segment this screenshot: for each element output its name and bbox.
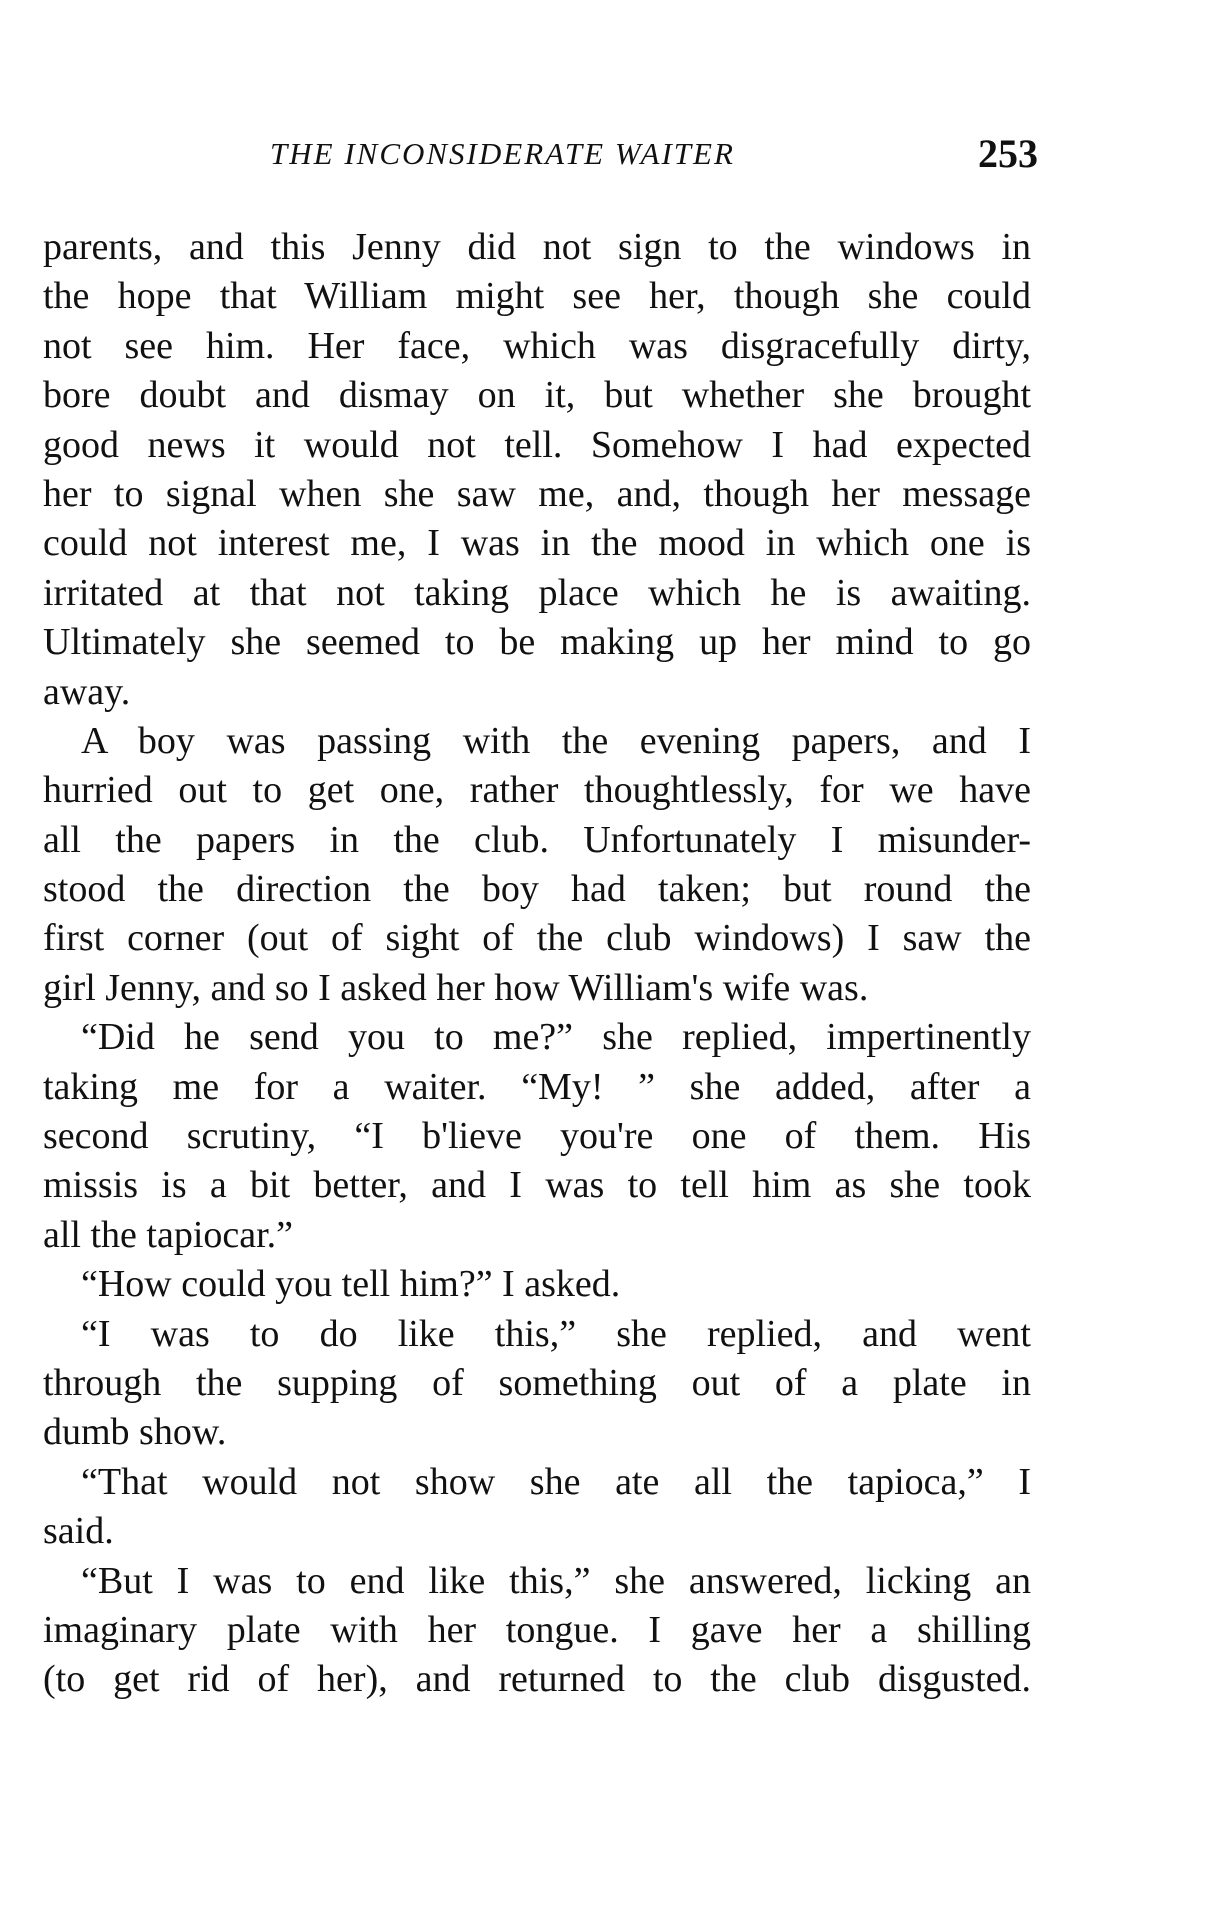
text-line: “Did he send you to me?” she replied, impertinently: [81, 1016, 1031, 1059]
text-line: “That would not show she ate all the tapioca,” I: [81, 1460, 1031, 1503]
text-line: A boy was passing with the evening papers, and I: [81, 719, 1031, 762]
text-line: first corner (out of sight of the club windows) I saw the: [43, 917, 1031, 960]
text-line: not see him. Her face, which was disgracefully dirty,: [43, 324, 1031, 367]
body-text: [43, 223, 1031, 1705]
text-line: parents, and this Jenny did not sign to the windows in: [43, 226, 1031, 268]
text-line: the hope that William might see her, though she could: [43, 275, 1031, 318]
text-line: stood the direction the boy had taken; but round the: [43, 868, 1031, 911]
page-number: 253: [978, 131, 1038, 176]
text-line: (to get rid of her), and returned to the club disgusted.: [43, 1658, 1031, 1701]
text-line: could not interest me, I was in the mood in which one is: [43, 522, 1031, 565]
text-line: through the supping of something out of a plate in: [43, 1361, 1031, 1404]
text-line: “But I was to end like this,” she answered, licking an: [81, 1559, 1031, 1602]
text-line: away.: [43, 670, 131, 713]
text-line: all the tapiocar.”: [43, 1213, 294, 1256]
text-line: her to signal when she saw me, and, though her message: [43, 472, 1031, 515]
text-line: second scrutiny, “I b'lieve you're one of them. His: [43, 1115, 1031, 1158]
text-line: “I was to do like this,” she replied, and went: [81, 1312, 1031, 1355]
text-line: irritated at that not taking place which he is awaiting.: [43, 571, 1031, 614]
text-line: missis is a bit better, and I was to tell him as she took: [43, 1164, 1031, 1207]
text-line: imaginary plate with her tongue. I gave her a shilling: [43, 1608, 1031, 1651]
text-line: taking me for a waiter. “My! ” she added, after a: [43, 1065, 1031, 1108]
text-line: hurried out to get one, rather thoughtlessly, for we have: [43, 769, 1031, 812]
text-line: dumb show.: [43, 1411, 227, 1454]
running-head-title: THE INCONSIDERATE WAITER: [270, 136, 735, 171]
text-line: “How could you tell him?” I asked.: [81, 1263, 621, 1306]
text-line: all the papers in the club. Unfortunately I misunder-: [43, 818, 1031, 861]
text-line: bore doubt and dismay on it, but whether she brought: [43, 374, 1031, 417]
text-line: Ultimately she seemed to be making up her mind to go: [43, 621, 1031, 664]
text-line: girl Jenny, and so I asked her how William's wife was.: [43, 966, 869, 1009]
text-line: said.: [43, 1510, 114, 1553]
text-line: good news it would not tell. Somehow I had expected: [43, 423, 1031, 466]
